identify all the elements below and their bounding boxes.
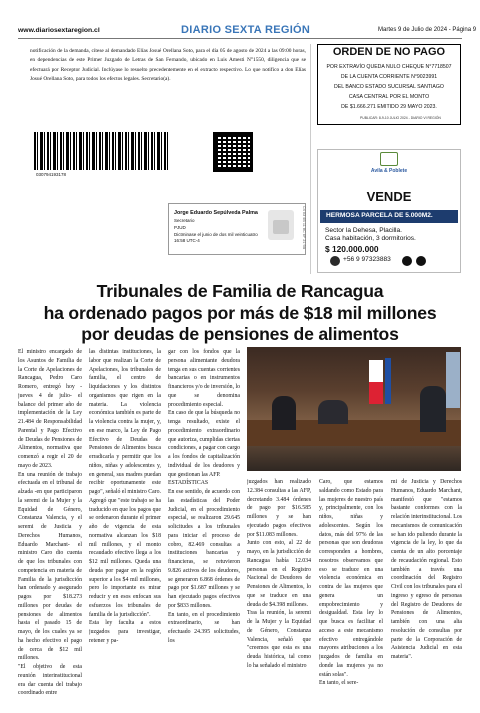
article-column-5: Caro, que estamos saldando como Estado para las mujeres de nuestro país y, principalmente, con los niños, niñas y adolescentes. Según los datos, más del 97% de las personas que son deudoras corresponden a hombres, nosotros observamos que eso se traduce en una violencia económica en contra de las mujeres que genera un empobrecimiento y desigualdad. Esta ley lo que busca es facilitar el acceso a este mecanismo efectivo entregándole mayores atribuciones a los juzgados de familia en donde las mujeres ya no están solas". En tanto, el sere- xyxy=(319,479,383,687)
column-divider xyxy=(310,44,311,274)
site-url[interactable]: www.diariosextaregion.cl xyxy=(18,27,100,34)
lock-body-icon xyxy=(273,220,289,234)
newspaper-title: DIARIO SEXTA REGIÓN xyxy=(181,24,311,36)
article-column-3: gar con los fondos que la persona alimentante deudora tenga en sus cuentas corrientes bancarias o en instrumentos financieros y/o de inversión, lo que se denomina procedimiento especial. En caso de que la búsqueda no tenga resultado, existe el procedimiento extraordinario que autoriza, cumplidas ciertas condiciones, a pagar con cargo a los fondos de capitalización individual de los deudores y que gestionan las AFP. ESTADÍSTICAS En ese sentido, de acuerdo con las estadísticas del Poder Judicial, en el procedimiento especial, se realizaron 29.645 solicitudes a los tribunales para iniciar el proceso de cobro, 82.469 consultas a instituciones bancarias y financieras, se retuvieron 9.826 activos de los deudores, se generaron 6.868 órdenes de pago por $1.687 millones y se han ejecutado pagos efectivos por $833 millones. En tanto, en el procedimiento extraordinario, se han efectuado 24.395 solicitudes, los xyxy=(168,349,240,644)
headline-line: Tribunales de Familia de Rancagua xyxy=(96,281,384,301)
facebook-icon[interactable] xyxy=(416,256,426,266)
signature-time: 16:58 UTC-4 xyxy=(174,238,200,243)
photo-window xyxy=(446,352,460,408)
article-column-6: mi de Justicia y Derechos Humanos, Eduardo Marchant, manifestó que "estamos bastante conformes con la relación interinstitucional. Los mecanismos de comunicación se han ido puliendo durante la vigencia de la ley, lo que da cuenta de un alto porcentaje de recaudación regional. Esto también a través una coordinación del Registro Civil con los tribunales para el ingreso y egreso de personas del Registro de Deudores de Pensiones de Alimentos, también con una alta resolución de consultas por parte de la Corporación de Asistencia Judicial en esta materia". xyxy=(391,479,462,660)
house-logo-icon xyxy=(380,152,398,166)
agency-logo-text: Avila & Poblete xyxy=(370,168,408,174)
instagram-icon[interactable] xyxy=(402,256,412,266)
orden-line: DE LA CUENTA CORRIENTE N°9023991 xyxy=(340,74,438,80)
photo-person xyxy=(420,386,446,432)
issue-date: Martes 9 de Julio de 2024 - Página 9 xyxy=(378,27,477,33)
article-headline xyxy=(18,281,462,346)
orden-no-pago-title: ORDEN DE NO PAGO xyxy=(332,46,446,58)
ad-phone[interactable]: +56 9 97323883 xyxy=(343,256,391,263)
headline-line: ha ordenado pagos por más de $18 mil millones xyxy=(43,302,437,323)
header-divider xyxy=(18,38,462,39)
photo-person xyxy=(318,400,348,424)
article-column-4: juzgados han realizado 12.384 consultas a las AFP, decretando 3.484 órdenes de pago por $16.585 millones y se han ejecutado pagos efectivos por $11.083 millones. Junto con esto, al 22 de mayo, en la jurisdicción de Rancagua había 12.034 personas en el Registro Nacional de Deudores de Pensiones de Alimentos, lo que se traduce en una deuda de $4.398 millones. Tras la reunión, la seremi de la Mujer y la Equidad de Género, Constanza Valencia, señaló que "creemos que esta es una deuda histórica, tal como lo ha señalado el ministro xyxy=(247,479,311,669)
photo-flag-chile xyxy=(369,360,383,404)
orden-line: DE $1.666.271 EMITIDO 29 MAYO 2023. xyxy=(341,104,437,110)
orden-line: CASA CENTRAL POR EL MONTO xyxy=(348,94,430,100)
signature-code: C4 03 4B 11 8C 6F 21 9A xyxy=(302,206,306,250)
ad-line: Sector la Dehesa, Placilla. xyxy=(325,227,402,234)
ad-price: $ 120.000.000 xyxy=(325,244,379,254)
orden-publish-note: PUBLICAR: 8-9-10 JULIO 2024 - DIARIO VI REGIÓN xyxy=(360,116,441,120)
photo-person xyxy=(272,396,296,430)
orden-line: DEL BANCO ESTADO SUCURSAL SANTIAGO xyxy=(334,84,444,90)
ad-line: Casa habitación, 3 dormitorios. xyxy=(325,235,416,242)
barcode xyxy=(34,132,170,170)
article-column-2: las distintas instituciones, la labor que realizan la Corte de Apelaciones, los tribunales de familia, el centro de liquidaciones y los distintos organismos que rigen en la materia. La violencia económica también es parte de la violencia contra la mujer, y, en ese marco, la Ley de Pago Efectivo de Deudas de Pensiones de Alimentos busca erradicarla y permitir que los niños, niñas y adolescentes y, en general, sus madres puedan recibir oportunamente este pago", señaló el ministro Caro. Agregó que "este trabajo se ha traducido en que los pagos que se ordenaron durante el primer año de vigencia de esta normativa alcanzan los $18 mil millones, y el monto recaudado efectivo llega a los $12 mil millones. Queda una deuda por pagar en la región superior a los $4 mil millones, pero lo importante es mirar reducir y en esos enfocan sus esfuerzos los tribunales de familia de la jurisdicción". Esta ley faculta a estos juzgados para investigar, retener y pa- xyxy=(89,349,161,644)
signature-date: Dictminase el junio de dos mil veinticuatro xyxy=(174,232,258,237)
legal-notice-text: notificación de la demanda, cítese al demandado Elías Josué Orellana Soto, para el día 05 de agosto de 2024 a las 09:00 horas, en dependencias de este Primer Juzgado de Letras de San Fernando, ubicado en Luis Amesti N°1550, diligencia que se efectuará por Receptor Judicial. Inclúyase lo resuelto precedentemente en el extracto respectivo. Lo que notifico a don Elías Josué Orellana Soto, para todos los efectos legales. Secretario(a). xyxy=(30,48,306,83)
orden-line: POR EXTRAVÍO QUEDA NULO CHEQUE N°7718507 xyxy=(326,64,452,70)
ad-band-text: HERMOSA PARCELA DE 5.000M2. xyxy=(326,212,433,219)
ad-vende-title: VENDE xyxy=(366,189,412,204)
article-column-1: El ministro encargado de los Asuntos de Familia de la Corte de Apelaciones de Rancagua, Pedro Caro Romero, entregó hoy -jueves 4 de julio- el balance del primer año de implementación de la Ley 21.484 de Responsabilidad Parental y Pago Efectivo de Deudas de Pensiones de Alimentos, normativa que comenzó a regir el 20 de mayo de 2023. En una reunión de trabajo efectuada en el tribunal de alzada -en que participaron la seremi de la Mujer y la Equidad de Género, Constanza Valencia, y el seremi de Justicia y Derechos Humanos, Eduardo Marchant- el ministro Caro dio cuenta de que los tribunales con competencia en materia de Familia de la jurisdicción han ordenado y asegurado pagos por $18.273 millones por deudas de pensiones de alimentos hasta el pasado 15 de mayo, de los cuales ya se ha hecho efectivo el pago de cerca de $12 mil millones. "El objetivo de esta reunión interinstitucional era dar cuenta del trabajo coordinado entre xyxy=(18,349,82,697)
whatsapp-icon[interactable] xyxy=(330,256,340,266)
signer-role: Secretario xyxy=(174,218,195,223)
barcode-number: 030794193178 xyxy=(36,172,67,177)
signer-court: PJUD xyxy=(174,225,186,230)
qr-code xyxy=(213,132,253,172)
signer-name: Jorge Eduardo Sepúlveda Palma xyxy=(174,210,258,216)
photo-flag-blue xyxy=(385,358,391,404)
headline-line: por deudas de pensiones de alimentos xyxy=(81,324,399,344)
